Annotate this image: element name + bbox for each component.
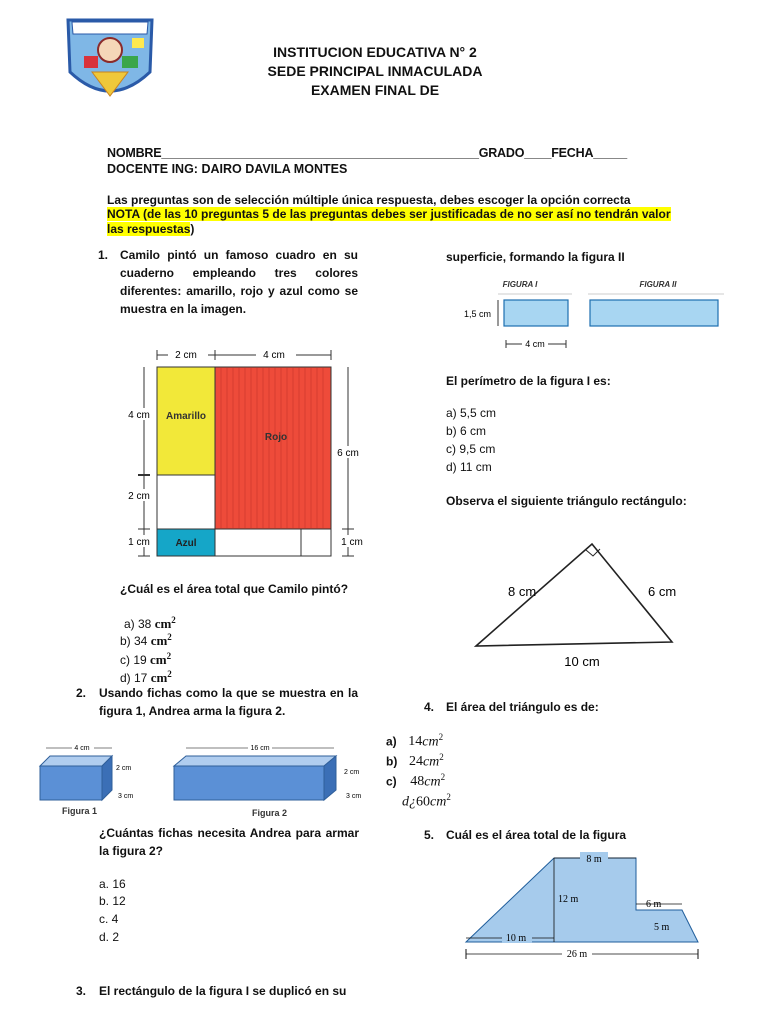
q4-c-value: 48 [410,774,425,790]
header-line-1: INSTITUCION EDUCATIVA N° 2 [273,44,477,60]
q3-continued: superficie, formando la figura II [446,250,625,264]
q1-unit: cm [154,616,172,631]
q4-b-sup: 2 [439,752,444,762]
q1-question: ¿Cuál es el área total que Camilo pintó? [120,582,349,596]
fig2-width: 16 cm [250,745,270,752]
fig2-height: 2 cm [344,769,360,776]
q1-right-6cm: 6 cm [337,448,359,459]
q4-b-label: b) [386,754,398,769]
q1-sup: 2 [166,651,172,661]
q1-top-2cm: 2 cm [175,350,197,361]
q5-question: Cuál es el área total de la figura [446,828,627,842]
header-line-3: EXAMEN FINAL DE [310,82,440,98]
dim-6m: 6 m [646,899,662,910]
name-field-line[interactable]: NOMBRE_______________________________________________GRADO____FECHA_____ [107,146,628,160]
q2-text: Usando fichas como la que se muestra en la figura 1, Andrea arma la figura 2. [99,686,358,718]
q1-option-a-text: a) 38 [124,617,155,631]
red-region [215,367,331,529]
q4-b-unit: cm [422,754,440,770]
label-rojo: Rojo [264,432,288,443]
q1-left-2cm: 2 cm [128,491,150,502]
q4-d-unit: cm [430,794,447,810]
q1-sup: 2 [167,632,172,642]
fig1-width: 4 cm [74,745,90,752]
instructions: Las preguntas son de selección múltiple única respuesta, debes escoger la opción correcta [107,193,631,207]
q5-shape-figure [462,846,702,964]
fig2-label: Figura 2 [252,808,288,818]
q1-top-4cm: 4 cm [263,350,285,361]
q1-number: 1. [98,248,109,262]
q4-d-value: 60 [416,794,430,810]
q4-option-c[interactable] [386,772,445,790]
dim-26m: 26 m [566,949,588,960]
q4-a-sup: 2 [438,732,444,742]
q3-number: 3. [76,984,87,998]
note-end: ) [190,222,195,236]
q3-option-d[interactable]: d) 11 cm [446,460,492,474]
school-logo [62,12,158,112]
q5-number: 5. [424,828,435,842]
fig-height-label: 1,5 cm [464,309,492,319]
fig1-depth: 3 cm [118,793,134,800]
q4-a-unit: cm [422,734,439,750]
fig1-label: Figura 1 [62,806,98,816]
q1-right-1cm: 1 cm [341,537,363,548]
side-6cm: 6 cm [648,584,677,599]
fig1-height: 2 cm [116,765,132,772]
q1-left-4cm: 4 cm [128,410,150,421]
dim-5m: 5 m [654,922,670,933]
q1-option-b-text: b) 34 [120,634,151,648]
q2-option-d[interactable]: d. 2 [99,930,120,944]
q4-c-unit: cm [424,774,441,790]
q4-option-a[interactable] [386,732,443,750]
side-8cm: 8 cm [508,584,537,599]
q1-unit: cm [150,652,167,667]
note [107,207,672,237]
q4-a-value: 14 [408,734,423,750]
q1-left-1cm: 1 cm [128,537,150,548]
dim-12m: 12 m [558,894,579,905]
q1-text: Camilo pintó un famoso cuadro en su cuaderno empleando tres colores diferentes: amarillo, rojo y azul como se muestra en la imagen. [120,248,358,316]
dim-10m: 10 m [505,933,527,944]
q1-painting-figure [126,340,376,565]
q2-option-b[interactable]: b. 12 [99,894,126,908]
q1-unit: cm [150,670,168,685]
q4-option-b[interactable] [386,752,444,770]
label-azul: Azul [175,538,197,549]
q3-option-c[interactable]: c) 9,5 cm [446,442,496,456]
teacher-name: DOCENTE ING: DAIRO DAVILA MONTES [107,162,348,176]
q4-c-sup: 2 [440,772,446,782]
label-amarillo: Amarillo [165,411,207,422]
q2-number: 2. [76,686,87,700]
figura-ii-label: FIGURA II [639,280,677,289]
q1-option-c-text: c) 19 [120,653,151,667]
q4-number: 4. [424,700,435,714]
base-10cm: 10 cm [564,654,600,669]
q3-question: El perímetro de la figura I es: [446,374,611,388]
q1-unit: cm [150,633,168,648]
fig-width-label: 4 cm [525,339,545,349]
figura-i-label: FIGURA I [502,280,538,289]
q4-option-d[interactable] [402,792,451,810]
q1-sup: 2 [167,669,172,679]
q2-question: ¿Cuántas fichas necesita Andrea para armar la figura 2? [99,826,359,858]
q2-figures [36,738,376,820]
q4-a-label: a) [386,734,397,749]
q4-c-label: c) [386,774,397,789]
header-line-2: SEDE PRINCIPAL INMACULADA [267,63,483,79]
dim-8m: 8 m [586,854,602,865]
q3-option-b[interactable]: b) 6 cm [446,424,487,438]
q4-b-value: 24 [408,754,423,770]
q4-d-sup: 2 [446,792,451,802]
note-highlight: NOTA (de las 10 preguntas 5 de las preguntas debes ser justificadas de no ser así no tendrán valor las respuestas [107,207,671,236]
q4-triangle-figure [468,534,698,674]
fig2-depth: 3 cm [346,793,362,800]
q3-text: El rectángulo de la figura I se duplicó en su [99,984,347,998]
q3-option-a[interactable]: a) 5,5 cm [446,406,497,420]
q4-d-label: d¿ [402,794,416,810]
q3-rectangles-figure [462,276,732,354]
q2-option-a[interactable]: a. 16 [99,877,126,891]
q4-question: El área del triángulo es de: [446,700,599,714]
q2-option-c[interactable]: c. 4 [99,912,119,926]
q1-sup: 2 [171,615,176,625]
q4-intro: Observa el siguiente triángulo rectángulo: [446,494,687,508]
q1-option-d-text: d) 17 [120,671,151,685]
